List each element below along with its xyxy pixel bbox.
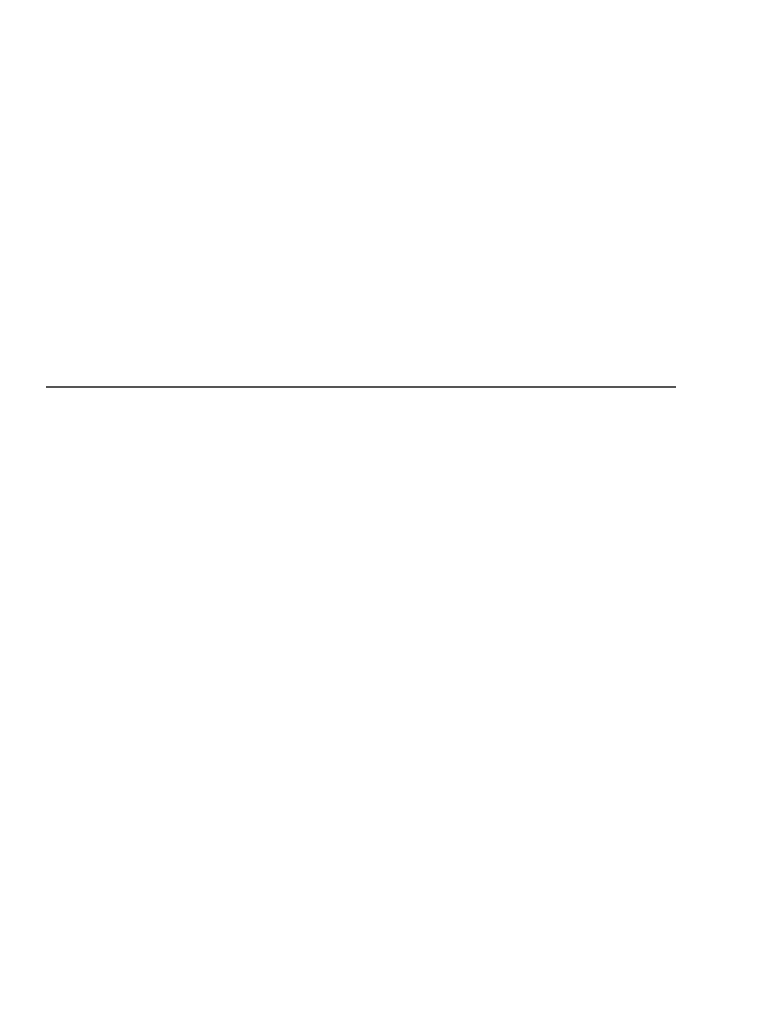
left-column-top <box>44 46 370 56</box>
right-column-bottom <box>406 717 728 727</box>
progression-table <box>46 386 676 388</box>
progression-table-wrapper <box>46 386 675 388</box>
table-caption <box>47 387 676 388</box>
